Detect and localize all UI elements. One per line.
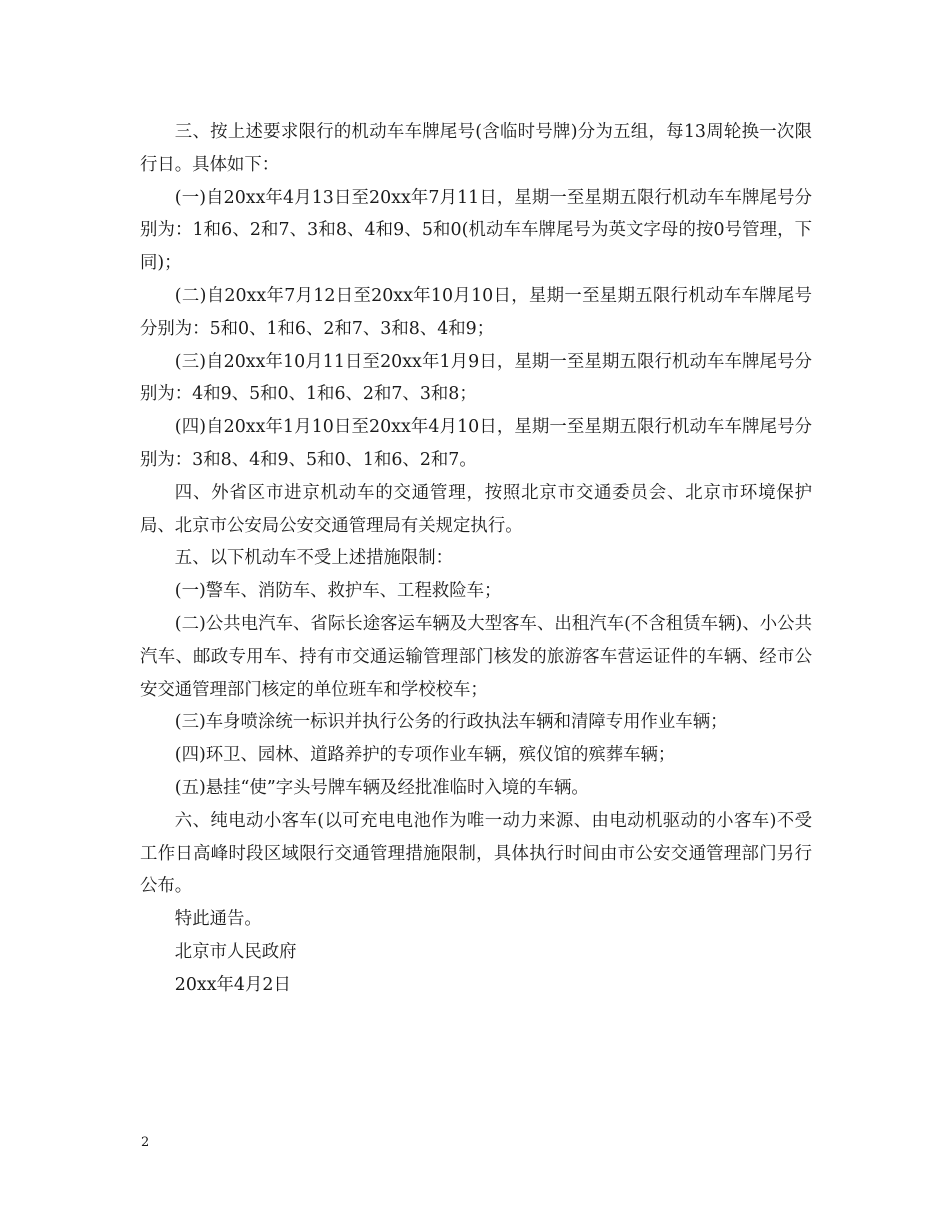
paragraph-period-two: (二)自20xx年7月12日至20xx年10月10日，星期一至星期五限行机动车车牌尾号分别为：5和0、1和6、2和7、3和8、4和9； (140, 285, 812, 339)
paragraph-period-one: (一)自20xx年4月13日至20xx年7月11日，星期一至星期五限行机动车车牌尾号分别为：1和6、2和7、3和8、4和9、5和0(机动车车牌尾号为英文字母的按0号管理，下同)； (140, 187, 812, 274)
paragraph-rule-three: 三、按上述要求限行的机动车车牌尾号(含临时号牌)分为五组，每13周轮换一次限行日。具体如下： (140, 122, 812, 175)
paragraph-rule-six: 六、纯电动小客车(以可充电电池作为唯一动力来源、由电动机驱动的小客车)不受工作日高峰时段区域限行交通管理措施限制，具体执行时间由市公安交通管理部门另行公布。 (140, 810, 812, 897)
paragraph-exempt-three: (三)车身喷涂统一标识并执行公务的行政执法车辆和清障专用作业车辆； (174, 712, 728, 733)
paragraph-exempt-five: (五)悬挂“使”字头号牌车辆及经批准临时入境的车辆。 (174, 777, 589, 798)
page-number: 2 (141, 1135, 150, 1150)
paragraph-exempt-one: (一)警车、消防车、救护车、工程救险车； (174, 581, 502, 602)
paragraph-period-four: (四)自20xx年1月10日至20xx年4月10日，星期一至星期五限行机动车车牌尾号分别为：3和8、4和9、5和0、1和6、2和7。 (140, 417, 812, 470)
document-body (140, 116, 812, 1002)
paragraph-rule-five: 五、以下机动车不受上述措施限制： (174, 548, 454, 569)
paragraph-period-three: (三)自20xx年10月11日至20xx年1月9日，星期一至星期五限行机动车车牌尾号分别为：4和9、5和0、1和6、2和7、3和8； (140, 351, 812, 405)
paragraph-exempt-two: (二)公共电汽车、省际长途客运车辆及大型客车、出租汽车(不含租赁车辆)、小公共汽车、邮政专用车、持有市交通运输管理部门核发的旅游客车营运证件的车辆、经市公安交通管理部门核定的单位班车和学校校车； (140, 613, 812, 700)
paragraph-exempt-four: (四)环卫、园林、道路养护的专项作业车辆，殡仪馆的殡葬车辆； (174, 745, 676, 766)
paragraph-rule-four: 四、外省区市进京机动车的交通管理，按照北京市交通委员会、北京市环境保护局、北京市公安局公安交通管理局有关规定执行。 (140, 482, 812, 536)
issue-date: 20xx年4月2日 (174, 974, 291, 995)
issuer-name: 北京市人民政府 (174, 941, 297, 962)
closing-notice: 特此通告。 (174, 909, 262, 930)
